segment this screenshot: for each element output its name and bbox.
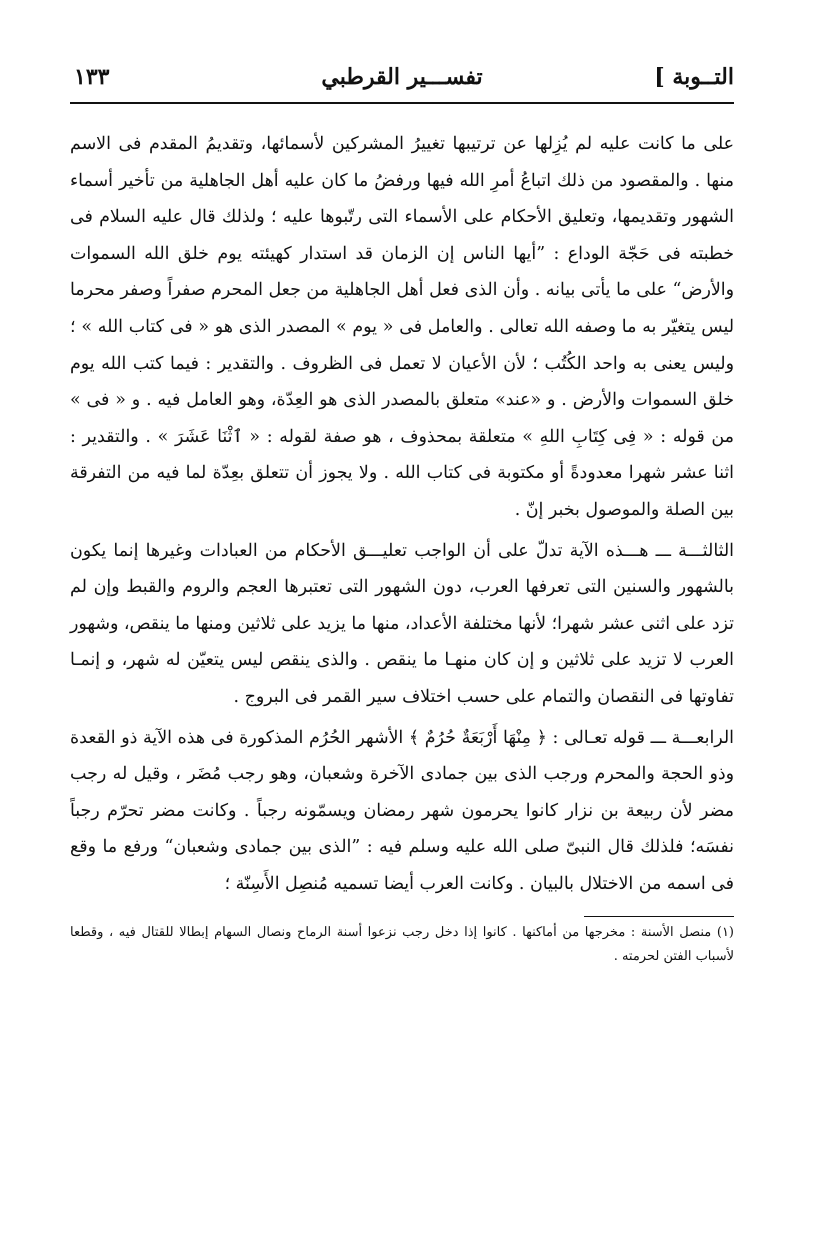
book-page xyxy=(70,60,734,1190)
running-header xyxy=(70,60,734,104)
surah-name: التــوبة ] xyxy=(654,64,734,90)
main-text xyxy=(70,126,734,902)
paragraph: على ما كانت عليه لم يُزِلها عن ترتيبها تغييرُ المشركين لأسمائها، وتقديمُ المقدم فى الاسم منها . والمقصود من ذلك اتباعُ أمرِ الله فيها ورفضُ ما كان عليه أهل الجاهلية من تأخير أسماء الشهور وتقديمها، وتعليق الأحكام على الأسماء التى رتّبوها عليه ؛ ولذلك قال عليه السلام فى خطبته فى حَجّة الوداع : ”أيها الناس إن الزمان قد استدار كهيئته يوم خلق الله السموات والأرض“ على ما يأتى بيانه . وأن الذى فعل أهل الجاهلية من جعل المحرم صفراً وصفر محرما ليس يتغيّر به ما وصفه الله تعالى . والعامل فى « يوم » المصدر الذى هو « فى كتاب الله » ؛ وليس يعنى به واحد الكُتُب ؛ لأن الأعيان لا تعمل فى الظروف . والتقدير : فيما كتب الله يوم خلق السموات والأرض . و «عند» متعلق بالمصدر الذى هو العِدّة، وهو العامل فيه . و « فى » من قوله : « فِى كِتَابِ اللهِ » متعلقة بمحذوف ، هو صفة لقوله : « ٱثْنَا عَشَرَ » . والتقدير : اثنا عشر شهرا معدودةً أو مكتوبة فى كتاب الله . ولا يجوز أن تتعلق بعِدّة لما فيه من التفرقة بين الصلة والموصول بخبر إنّ . xyxy=(70,134,734,520)
paragraph: الثالثـــة ـــ هـــذه الآية تدلّ على أن الواجب تعليـــق الأحكام من العبادات وغيرها إنما يكون بالشهور والسنين التى تعرفها العرب، دون الشهور التى تعتبرها العجم والروم والقبط وإن لم تزد على اثنى عشر شهرا؛ لأنها مختلفة الأعداد، منها ما يزيد على ثلاثين ومنها ما ينقص، وشهور العرب لا تزيد على ثلاثين و إن كان منهـا ما ينقص . والذى ينقص ليس يتعيّن له شهر، و إنمـا تفاوتها فى النقصان والتمام على حسب اختلاف سير القمر فى البروج . xyxy=(69,540,734,707)
footnote: (١) منصل الأسنة : مخرجها من أماكنها . كانوا إذا دخل رجب نزعوا أسنة الرماح ونصال السهام إبطالا للقتال فيه ، وقطعا لأسباب الفتن لحرمته . xyxy=(70,925,734,965)
page-number: ١٣٣ xyxy=(74,64,110,90)
paragraph: الرابعـــة ـــ قوله تعـالى : ﴿ مِنْهَا أَرْبَعَةٌ حُرُمٌ ﴾ الأشهر الحُرُم المذكورة فى هذه الآية ذو القعدة وذو الحجة والمحرم ورجب الذى بين جمادى الآخرة وشعبان، وهو رجب مُضَر ، وقيل له رجب مضر لأن ربيعة بن نزار كانوا يحرمون شهر رمضان ويسمّونه رجباً . وكانت مضر تحرّم رجباً نفسَه؛ فلذلك قال النبىّ صلى الله عليه وسلم فيه : ”الذى بين جمادى وشعبان“ ورفع ما وقع فى اسمه من الاختلال بالبيان . وكانت العرب أيضا تسميه مُنصِل الأَسِنّة ؛ xyxy=(70,727,734,894)
book-title: تفســـير القرطبي xyxy=(321,64,483,90)
footnote-divider xyxy=(584,916,734,917)
